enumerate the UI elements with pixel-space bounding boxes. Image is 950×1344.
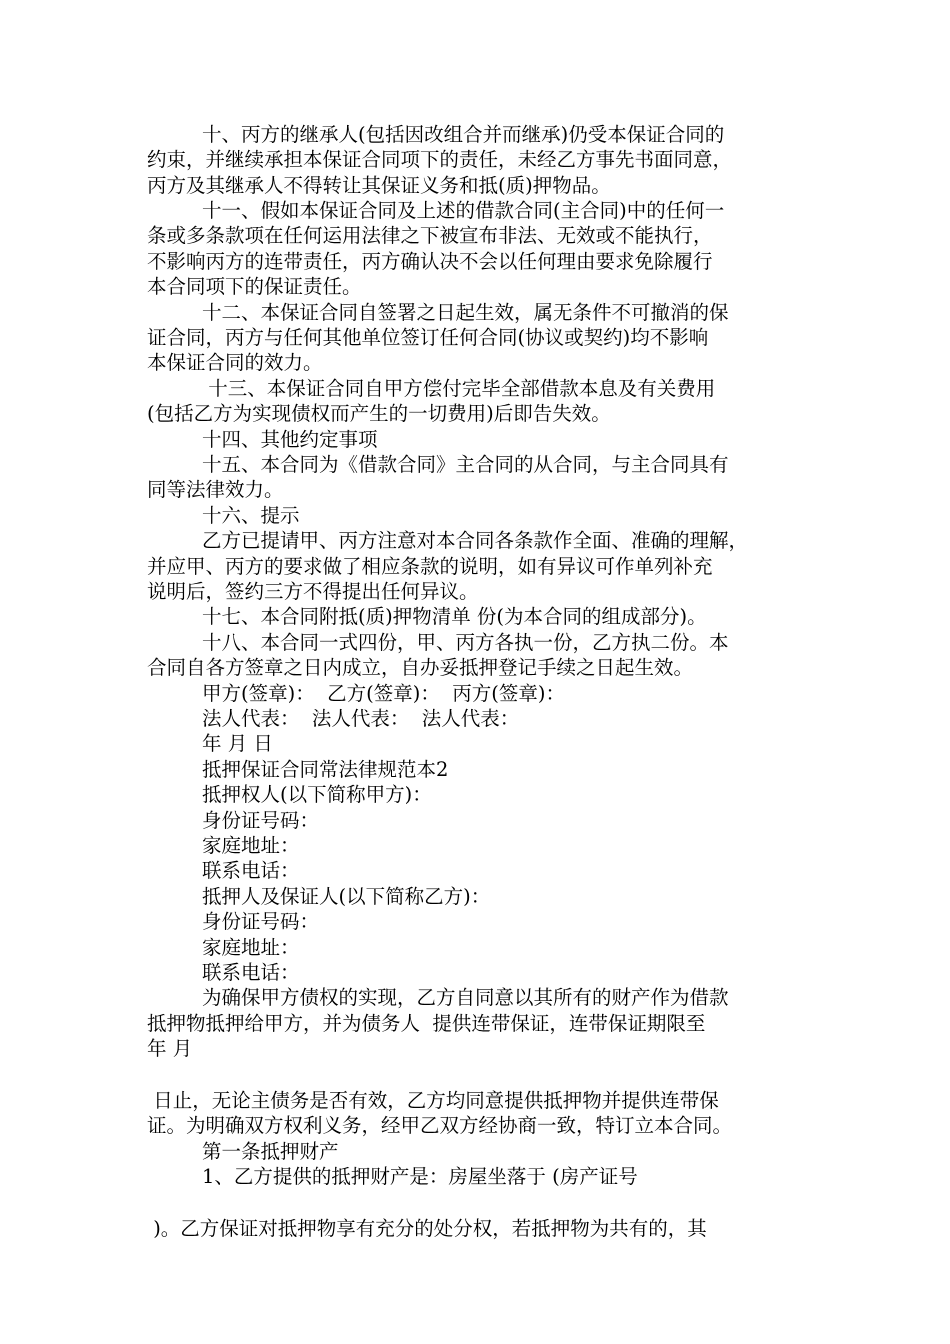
text-line: 证。为明确双方权利义务，经甲乙双方经协商一致，特订立本合同。 — [147, 1114, 733, 1137]
section-title: 抵押保证合同常法律规范本2 — [202, 758, 449, 781]
text-line: 本保证合同的效力。 — [147, 351, 323, 374]
text-line: 十八、本合同一式四份，甲、丙方各执一份，乙方执二份。本 — [202, 631, 729, 654]
text-line: 条或多条款项在任何运用法律之下被宣布非法、无效或不能执行， — [147, 224, 713, 247]
legal-representatives-line: 法人代表： 法人代表： 法人代表： — [202, 707, 520, 730]
text-line: 家庭地址： — [202, 936, 300, 959]
text-line: 丙方及其继承人不得转让其保证义务和抵(质)押物品。 — [147, 174, 611, 197]
signature-parties-line: 甲方(签章)： 乙方(签章)： 丙方(签章)： — [202, 682, 565, 705]
date-line: 年 月 日 — [202, 732, 273, 755]
text-line: 年 月 — [147, 1037, 193, 1060]
text-line: 同等法律效力。 — [147, 478, 284, 501]
text-line: 十七、本合同附抵(质)押物清单 份(为本合同的组成部分)。 — [202, 605, 707, 628]
text-line: 1、乙方提供的抵押财产是：房屋坐落于 (房产证号 — [202, 1165, 638, 1188]
text-line: 并应甲、丙方的要求做了相应条款的说明，如有异议可作单列补充 — [147, 555, 713, 578]
text-line: 本合同项下的保证责任。 — [147, 275, 362, 298]
text-line: 约束，并继续承担本保证合同项下的责任，未经乙方事先书面同意， — [147, 148, 733, 171]
text-line: 联系电话： — [202, 961, 300, 984]
text-line: (包括乙方为实现债权而产生的一切费用)后即告失效。 — [147, 402, 611, 425]
text-line: 十、丙方的继承人(包括因改组合并而继承)仍受本保证合同的 — [202, 123, 725, 146]
text-line: 十五、本合同为《借款合同》主合同的从合同，与主合同具有 — [202, 453, 729, 476]
text-line: 十一、假如本保证合同及上述的借款合同(主合同)中的任何一 — [202, 199, 725, 222]
text-line: )。乙方保证对抵押物享有充分的处分权，若抵押物为共有的，其 — [147, 1217, 707, 1240]
text-line: 抵押物抵押给甲方，并为债务人 提供连带保证，连带保证期限至 — [147, 1012, 706, 1035]
text-line: 不影响丙方的连带责任，丙方确认决不会以任何理由要求免除履行 — [147, 250, 713, 273]
text-line: 抵押人及保证人(以下简称乙方)： — [202, 885, 491, 908]
text-line: 日止，无论主债务是否有效，乙方均同意提供抵押物并提供连带保 — [147, 1089, 719, 1112]
text-line: 合同自各方签章之日内成立，自办妥抵押登记手续之日起生效。 — [147, 656, 694, 679]
text-line: 家庭地址： — [202, 834, 300, 857]
text-line: 十四、其他约定事项 — [202, 428, 378, 451]
text-line: 十六、提示 — [202, 504, 300, 527]
text-line: 十三、本保证合同自甲方偿付完毕全部借款本息及有关费用 — [202, 377, 716, 400]
text-line: 为确保甲方债权的实现，乙方自同意以其所有的财产作为借款 — [202, 986, 729, 1009]
text-line: 证合同，丙方与任何其他单位签订任何合同(协议或契约)均不影响 — [147, 326, 709, 349]
text-line: 说明后，签约三方不得提出任何异议。 — [147, 580, 479, 603]
text-line: 身份证号码： — [202, 910, 320, 933]
text-line: 抵押权人(以下简称甲方)： — [202, 783, 432, 806]
text-line: 身份证号码： — [202, 809, 320, 832]
text-line: 乙方已提请甲、丙方注意对本合同各条款作全面、准确的理解， — [202, 529, 749, 552]
text-line: 联系电话： — [202, 859, 300, 882]
article-title: 第一条抵押财产 — [202, 1140, 339, 1163]
text-line: 十二、本保证合同自签署之日起生效，属无条件不可撤消的保 — [202, 301, 729, 324]
